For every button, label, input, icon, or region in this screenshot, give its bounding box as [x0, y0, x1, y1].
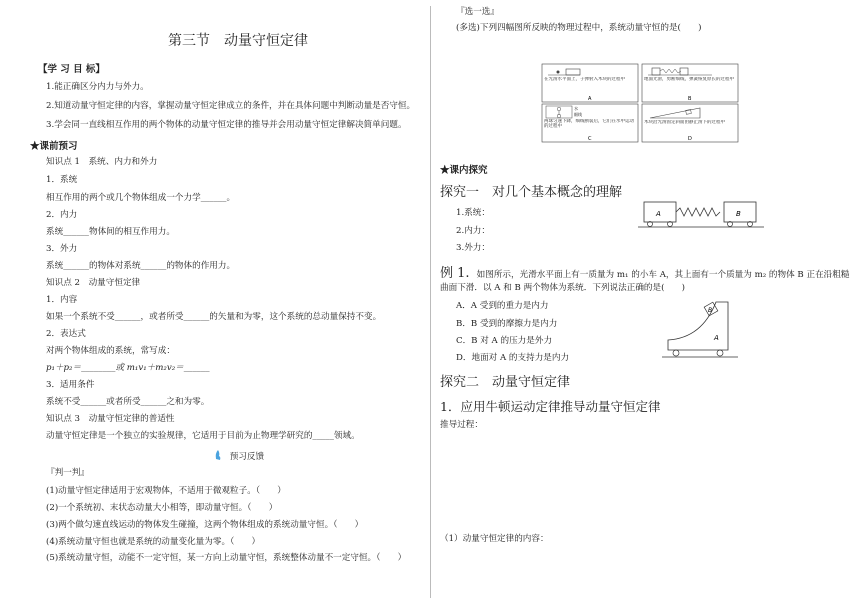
inclass-heading: ★课内探究	[440, 165, 488, 176]
figure-a-caption: 在光滑水平面上，子弹射入木块的过程中	[544, 77, 625, 82]
derive-label: 推导过程：	[440, 420, 483, 430]
kp1-text: 相互作用的两个或几个物体组成一个力学______。	[46, 193, 236, 203]
law-content: （1）动量守恒定律的内容：	[440, 534, 549, 544]
choose-figures	[540, 62, 740, 144]
goal-item: 1.能正确区分内力与外力。	[46, 82, 149, 92]
feedback-label: 预习反馈	[229, 452, 265, 462]
explore1-title: 探究一 对几个基本概念的理解	[440, 185, 623, 200]
kp2-text: 对两个物体组成的系统，常写成：	[46, 346, 175, 356]
figure-b	[642, 64, 738, 102]
figure-c-water: 水	[574, 106, 578, 111]
judge-item: (1)动量守恒定律适用于宏观物体，不适用于微观粒子。（ ）	[46, 486, 286, 496]
kp2-text: 系统不受______或者所受______之和为零。	[46, 397, 210, 407]
figure-d-label: D	[688, 136, 692, 142]
e1-item: 1.系统：	[456, 208, 490, 218]
option: A．A 受到的重力是内力	[456, 301, 549, 311]
e1-item: 3.外力：	[456, 243, 490, 253]
option: D．地面对 A 的支持力是内力	[456, 353, 570, 363]
judge-item: (5)系统动量守恒，动能不一定守恒，某一方向上动量守恒，系统整体动量不一定守恒。（ ）	[46, 553, 407, 563]
choose-question: (多选)下列四幅图所反映的物理过程中，系统动量守恒的是( )	[456, 23, 702, 33]
example-row	[440, 262, 849, 281]
explore2-subtitle: 1．应用牛顿运动定律推导动量守恒定律	[440, 399, 661, 414]
example-label: 例 1.	[440, 266, 470, 281]
cart-spring-figure	[636, 196, 768, 232]
judge-item: (4)系统动量守恒也就是系统的动量变化量为零。（ ）	[46, 537, 261, 547]
example-text: 曲面下滑．以 A 和 B 两个物体为系统．下列说法正确的是( )	[440, 283, 685, 293]
kp2-title: 知识点 2 动量守恒定律	[46, 278, 141, 288]
slope-b-label: B	[708, 307, 713, 314]
column-divider	[430, 6, 431, 598]
kp3-text: 动量守恒定律是一个独立的实验规律，它适用于目前为止物理学研究的_____领域。	[46, 431, 360, 441]
kp1-sub: 3．外力	[46, 244, 78, 254]
figure-b-label: B	[688, 96, 692, 102]
example-text: 如图所示，光滑水平面上有一质量为 m₁ 的小车 A，其上面有一个质量为 m₂ 的物体 B 正在沿粗糙	[476, 270, 850, 280]
slope-a-label: A	[714, 334, 719, 342]
kp3-title: 知识点 3 动量守恒定律的普适性	[46, 414, 175, 424]
judge-heading: 『判一判』	[46, 468, 89, 478]
kp2-sub: 1．内容	[46, 295, 78, 305]
figure-b-caption: 地面光滑，剪断细线，弹簧恢复原长的过程中	[644, 77, 734, 82]
figure-a	[542, 64, 638, 102]
figure-d-caption: 木块沿光滑固定斜面由静止滑下的过程中	[644, 120, 725, 125]
e1-item: 2.内力：	[456, 226, 490, 236]
kp2-sub: 3．适用条件	[46, 380, 95, 390]
option: B．B 受到的摩擦力是内力	[456, 319, 558, 329]
figure-c	[542, 104, 638, 142]
figure-d	[642, 104, 738, 142]
choose-heading: 『选一选』	[456, 7, 499, 17]
figure-c-label: C	[588, 136, 592, 142]
cart-a-label: A	[656, 210, 661, 218]
feedback-row	[214, 449, 264, 463]
kp1-sub: 1．系统	[46, 175, 78, 185]
judge-item: (2)一个系统初、末状态动量大小相等，即动量守恒。（ ）	[46, 503, 278, 513]
feedback-icon	[214, 449, 223, 461]
preview-heading: ★课前预习	[30, 141, 78, 152]
goals-heading: 【学 习 目 标】	[38, 64, 105, 75]
figure-c-thread: 细线	[574, 112, 582, 117]
kp1-text: 系统______物体间的相互作用力。	[46, 227, 175, 237]
kp1-text: 系统______的物体对系统______的物体的作用力。	[46, 261, 236, 271]
figure-c-caption: 两球匀速下降，细线断裂后，它们在水中运动的过程中	[544, 119, 634, 129]
goal-item: 3.学会同一直线相互作用的两个物体的动量守恒定律的推导并会用动量守恒定律解决简单问题。	[46, 120, 407, 130]
curved-cart-figure	[662, 298, 738, 360]
kp1-sub: 2．内力	[46, 210, 78, 220]
kp2-sub: 2．表达式	[46, 329, 86, 339]
judge-item: (3)两个做匀速直线运动的物体发生碰撞，这两个物体组成的系统动量守恒。（ ）	[46, 520, 364, 530]
kp2-text: 如果一个系统不受______，或者所受______的矢量和为零，这个系统的总动量保持不变。	[46, 312, 382, 322]
goal-item: 2.知道动量守恒定律的内容，掌握动量守恒定律成立的条件，并在具体问题中判断动量是否守恒。	[46, 101, 416, 111]
option: C．B 对 A 的压力是外力	[456, 336, 553, 346]
kp1-title: 知识点 1 系统、内力和外力	[46, 157, 158, 167]
figure-a-label: A	[588, 96, 592, 102]
explore2-title: 探究二 动量守恒定律	[440, 375, 571, 390]
page-title: 第三节 动量守恒定律	[168, 33, 308, 49]
kp2-formula: p₁＋p₂＝________或 m₁v₁＋m₂v₂＝______	[46, 363, 210, 373]
cart-b-label: B	[736, 210, 741, 218]
